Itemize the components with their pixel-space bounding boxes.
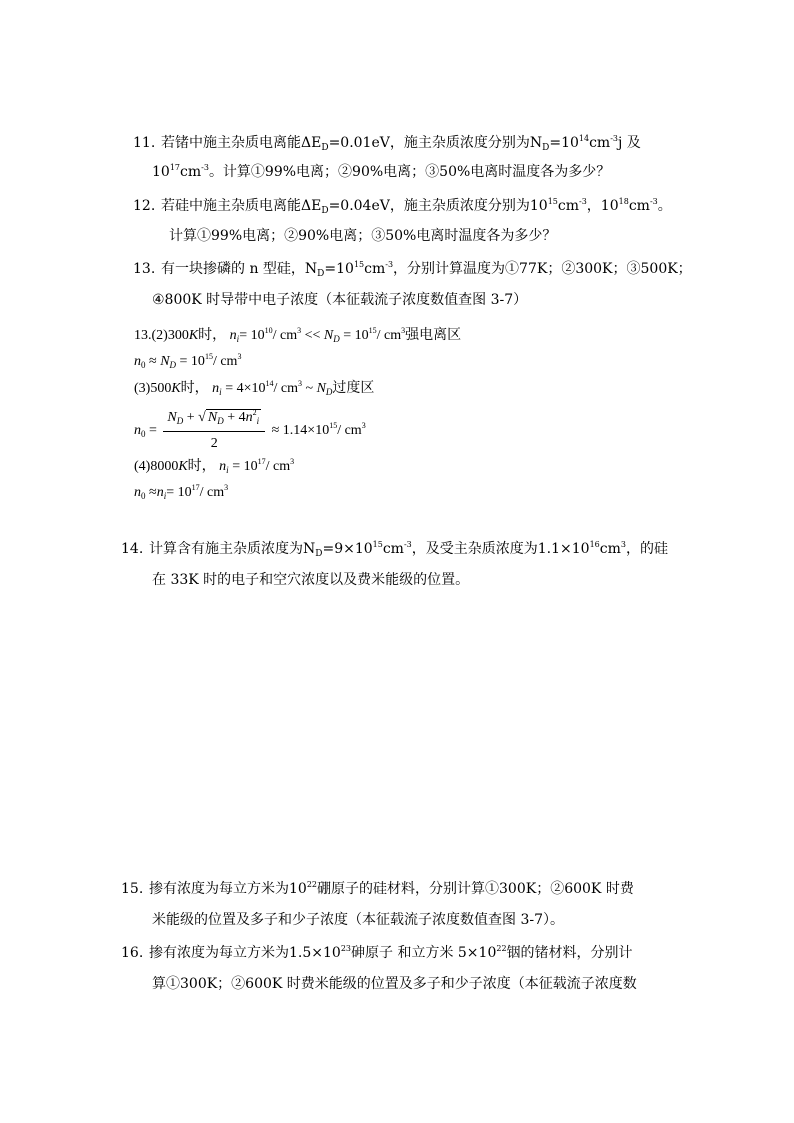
q13-line-2: ④800K 时导带中电子浓度（本征载流子浓度数值查图 3-7） — [152, 292, 528, 308]
q11-line-2: $10^{17}cm^{-3}$。计算①99%电离；②90%电离；③50%电离时温度各为多少？ — [152, 163, 611, 180]
q12-line-2: 计算①99%电离；②90%电离；③50%电离时温度各为多少？ — [169, 228, 557, 244]
q11-line-1: 11. 若锗中施主杂质电离能$\Delta E_D=0.01eV$，施主杂质浓度分别为$N_D=10^{14}cm^{-3}j$ 及 — [133, 134, 641, 153]
q14-number: 14. — [121, 541, 144, 557]
q14-line-1: 14. 计算含有施主杂质浓度为$N_D=9\times 10^{15}cm^{-3}$，及受主杂质浓度为$1.1\times 10^{16}cm^3$，的硅 — [121, 540, 668, 559]
solution-line-4: $n_0$ = $\frac{N_D + √ N_D + 4n^2_i}{2}$ ≈ $1.14\times 10^{15}/$ $cm^3$ — [134, 407, 366, 455]
q16-number: 16. — [121, 945, 144, 961]
q16-line-2: 算①300K；②600K 时费米能级的位置及多子和少子浓度（本征载流子浓度数 — [152, 976, 637, 992]
q13-number: 13. — [133, 261, 156, 277]
solution-line-1: 13.(2)300K时， $n_i= 10^{10}/$ $cm^3 << N_D = 10^{15}/$ $cm^3$强电离区 — [134, 326, 462, 344]
q15-number: 15. — [121, 881, 144, 897]
q14-line-2: 在 33K 时的电子和空穴浓度以及费米能级的位置。 — [152, 572, 470, 588]
solution-line-5: (4)8000K时， $n_i = 10^{17}/$ $cm^3$ — [134, 457, 295, 475]
solution-line-2: $n_0 \approx N_D = 10^{15}/$ $cm^3$ — [134, 352, 242, 370]
q12-line-1: 12. 若硅中施主杂质电离能$\Delta E_D=0.04eV$，施主杂质浓度分别为$10^{15}cm^{-3}$，$10^{18}cm^{-3}$。 — [133, 197, 672, 216]
q15-line-2: 米能级的位置及多子和少子浓度（本征载流子浓度数值查图 3-7）。 — [152, 912, 564, 928]
solution-line-6: $n_0 \approx n_i= 10^{17}/$ $cm^3$ — [134, 483, 229, 501]
q16-line-1: 16. 掺有浓度为每立方米为$1.5\times 10^{23}$砷原子 和立方米 $5\times 10^{22}$铟的锗材料，分别计 — [121, 944, 633, 961]
solution-line-3: (3)500K时， $n_i = 4\times 10^{14}/$ $cm^3$ ~ $N_D$过度区 — [134, 379, 375, 397]
fraction: $\frac{N_D + √ N_D + 4n^2_i}{2}$ — [163, 407, 265, 455]
q15-line-1: 15. 掺有浓度为每立方米为$10^{22}$硼原子的硅材料，分别计算①300K；②600K 时费 — [121, 880, 634, 897]
q12-number: 12. — [133, 198, 156, 214]
q11-number: 11. — [133, 135, 156, 151]
q13-line-1: 13. 有一块掺磷的 n 型硅，$N_D=10^{15}cm^{-3}$，分别计算温度为①77K；②300K；③500K； — [133, 260, 692, 279]
